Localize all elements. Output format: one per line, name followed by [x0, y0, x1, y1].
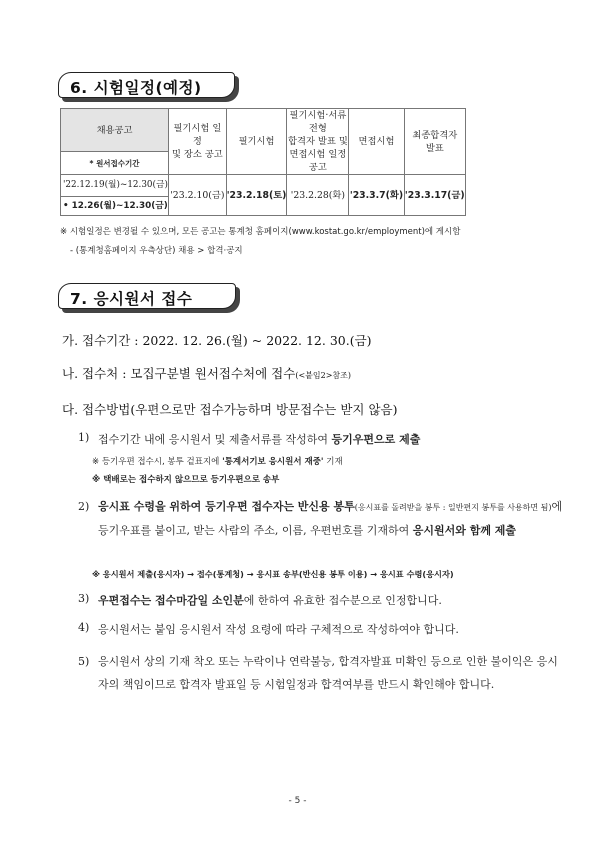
method-item-5 — [78, 650, 568, 696]
section-6-title: 6. 시험일정(예정) — [58, 72, 235, 98]
application-method: 다. 접수방법(우편으로만 접수가능하며 방문접수는 받지 않음) — [62, 402, 398, 417]
cell-final-result: '23.3.17(금) — [404, 175, 465, 216]
item-2-emphasis: 응시표 수령을 위하여 등기우편 접수자는 반신용 봉투 — [98, 500, 355, 513]
header-result-notice-line3: 면접시험 일정공고 — [289, 149, 347, 173]
item-2-emphasis-end: 응시원서와 함께 제출 — [412, 524, 517, 537]
application-place — [62, 364, 351, 382]
section-7-title: 7. 응시원서 접수 — [58, 283, 236, 309]
item-1-subnote-1 — [92, 455, 343, 467]
header-result-notice-line1: 필기시험·서류전형 — [289, 110, 347, 134]
item-number: 1) — [78, 431, 90, 444]
subnote-1-a: ※ 등기우편 접수시, 봉투 겉표지에 — [92, 457, 223, 467]
cell-written-exam: '23.2.18(토) — [226, 175, 287, 216]
header-written-notice-line2: 및 장소 공고 — [171, 149, 223, 160]
method-item-2 — [78, 495, 568, 542]
header-interview: 면접시험 — [349, 109, 404, 175]
item-2-subnote: ※ 응시원서 제출(응시자) → 접수(통계청) → 응시표 송부(반신용 봉투 이용) → 응시표 수령(응시자) — [92, 569, 454, 579]
item-1-emphasis: 등기우편으로 제출 — [331, 433, 421, 446]
application-place-ref: (<붙임2>참조) — [295, 371, 351, 380]
item-number: 3) — [78, 592, 90, 605]
cell-posting-period: '22.12.19(월)~12.30(금) — [61, 175, 169, 197]
item-number: 2) — [78, 500, 90, 513]
cell-interview: '23.3.7(화) — [349, 175, 404, 216]
header-written-notice-line1: 필기시험 일정 — [173, 123, 222, 147]
schedule-note-path: - (통계청홈페이지 우측상단) 채용 > 합격·공지 — [70, 246, 243, 256]
header-application-period: * 원서접수기간 — [61, 152, 169, 175]
schedule-note: ※ 시험일정은 변경될 수 있으며, 모든 공고는 통계청 홈페이지(www.kostat.go.kr/employment)에 게시함 — [60, 227, 461, 237]
subnote-1-c: 기재 — [323, 457, 343, 467]
subnote-1-b: '통계서기보 응시원서 재중' — [222, 457, 324, 467]
header-posting: 채용공고 — [61, 109, 169, 152]
item-2-small: (응시표를 돌려받을 봉투 : 일반편지 봉투를 사용하면 됨) — [354, 503, 552, 512]
cell-result-notice: '23.2.28(화) — [287, 175, 349, 216]
exam-schedule-table — [60, 108, 466, 216]
header-final-result-line2: 발표 — [425, 142, 444, 154]
item-5-text: 응시원서 상의 기재 착오 또는 누락이나 연락불능, 합격자발표 미확인 등으로 인한 불이익은 응시자의 책임이므로 합격자 발표일 등 시험일정과 합격여부를 반드시 확인해야 합니다. — [98, 655, 558, 691]
header-final-result-line1: 최종합격자 — [412, 129, 458, 141]
cell-application-period: • 12.26(월)~12.30(금) — [61, 197, 169, 216]
page-number: - 5 - — [288, 796, 307, 806]
method-item-1 — [78, 431, 568, 447]
item-4-text: 응시원서는 붙임 응시원서 작성 요령에 따라 구체적으로 작성하여야 합니다. — [98, 623, 459, 636]
header-result-notice-line2: 합격자 발표 및 — [288, 136, 348, 147]
header-written-exam: 필기시험 — [226, 109, 287, 175]
method-item-4 — [78, 621, 568, 637]
item-3-text: 에 한하여 유효한 접수분으로 인정합니다. — [243, 594, 442, 607]
item-1-subnote-2: ※ 택배로는 접수하지 않으므로 등기우편으로 송부 — [92, 475, 280, 485]
header-final-result — [404, 109, 465, 175]
item-number: 5) — [78, 655, 90, 668]
method-item-3 — [78, 592, 568, 608]
item-3-emphasis: 우편접수는 접수마감일 소인분 — [98, 594, 244, 607]
application-place-label: 나. 접수처 : 모집구분별 원서접수처에 접수 — [62, 366, 296, 381]
item-number: 4) — [78, 621, 90, 634]
cell-written-notice: '23.2.10(금) — [169, 175, 227, 216]
application-period: 가. 접수기간 : 2022. 12. 26.(월) ~ 2022. 12. 30.(금) — [62, 333, 372, 348]
header-written-notice — [169, 109, 227, 175]
item-1-text: 접수기간 내에 응시원서 및 제출서류를 작성하여 — [98, 433, 332, 446]
header-result-notice — [287, 109, 349, 175]
item-2-text: 에 등기우표를 붙이고, 받는 사람의 주소, 이름, 우편번호를 기재하여 — [98, 500, 563, 537]
